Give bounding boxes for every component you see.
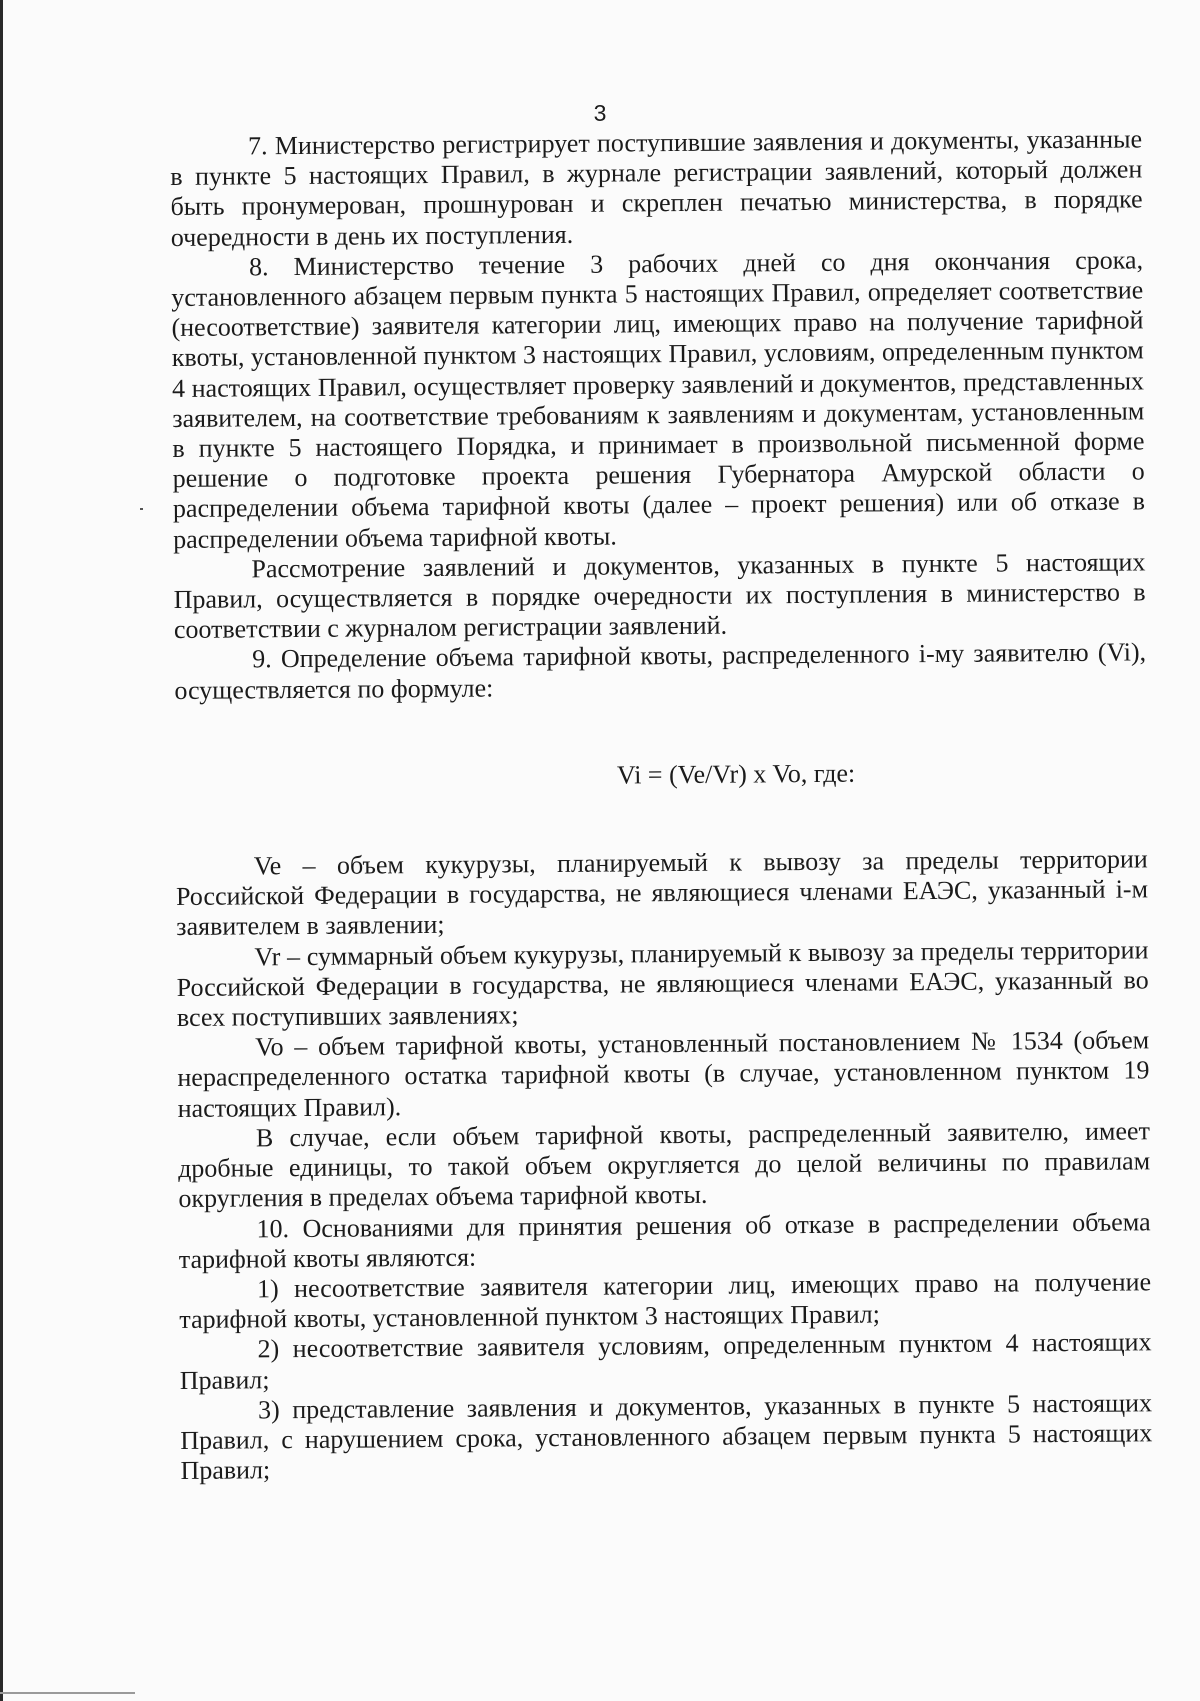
definition-vo: Vo – объем тарифной квоты, установленный постановлением № 1534 (объем нераспределенного остатка тарифной квоты (в случае, установленном пунктом 19 настоящих Правил). (177, 1025, 1150, 1123)
rounding-rule: В случае, если объем тарифной квоты, распределенный заявителю, имеет дробные единицы, то такой объем округляется до целой величины по правилам округления в пределах объема тарифной квоты. (178, 1116, 1151, 1214)
paragraph-10: 10. Основаниями для принятия решения об отказе в распределении объема тарифной квоты являются: (178, 1206, 1151, 1274)
paragraph-7: 7. Министерство регистрирует поступившие заявления и документы, указанные в пункте 5 настоящих Правил, в журнале регистрации заявлений, который должен быть пронумерован, прошнурован и скреплен печатью министерства, в порядке очередности в день их поступления. (170, 124, 1143, 252)
paragraph-9: 9. Определение объема тарифной квоты, распределенного i-му заявителю (Vi), осуществляется по формуле: (174, 637, 1147, 705)
scan-left-edge (0, 0, 3, 1701)
quota-formula: Vi = (Ve/Vr) x Vo, где: (616, 758, 856, 790)
refusal-ground-1: 1) несоответствие заявителя категории лиц, имеющих право на получение тарифной квоты, установленной пунктом 3 настоящих Правил; (179, 1267, 1152, 1335)
page-number: 3 (593, 100, 607, 126)
scan-bottom-mark (0, 1692, 135, 1694)
definition-ve: Ve – объем кукурузы, планируемый к вывозу за пределы территории Российской Федерации в государства, не являющиеся членами ЕАЭС, указанный i-м заявителем в заявлении; (175, 844, 1149, 942)
paragraph-8: 8. Министерство течение 3 рабочих дней со дня окончания срока, установленного абзацем первым пункта 5 настоящих Правил, определяет соответствие (несоответствие) заявителя категории лиц, имеющих право на получение тарифной квоты, установленной пунктом 3 настоящих Правил, условиям, определенным пунктом 4 настоящих Правил, осуществляет проверку заявлений и документов, представленных заявителем, на соответствие требованиям к заявлениям и документам, установленным в пункте 5 настоящего Порядка, и принимает в произвольной письменной форме решение о подготовке проекта решения Губернатора Амурской области о распределении объема тарифной квоты (далее – проект решения) или об отказе в распределении объема тарифной квоты. (171, 245, 1146, 554)
scan-speck (140, 508, 143, 510)
refusal-ground-2: 2) несоответствие заявителя условиям, определенным пунктом 4 настоящих Правил; (179, 1327, 1152, 1395)
paragraph-8-review: Рассмотрение заявлений и документов, указанных в пункте 5 настоящих Правил, осуществляется в порядке очередности их поступления в министерство в соответствии с журналом регистрации заявлений. (173, 547, 1146, 645)
definition-vr: Vr – суммарный объем кукурузы, планируемый к вывозу за пределы территории Российской Федерации в государства, не являющиеся членами ЕАЭС, указанный во всех поступивших заявлениях; (176, 935, 1149, 1033)
document-body (170, 124, 1153, 1486)
refusal-ground-3: 3) представление заявления и документов, указанных в пункте 5 настоящих Правил, с нарушением срока, установленного абзацем первым пункта 5 настоящих Правил; (180, 1388, 1153, 1486)
